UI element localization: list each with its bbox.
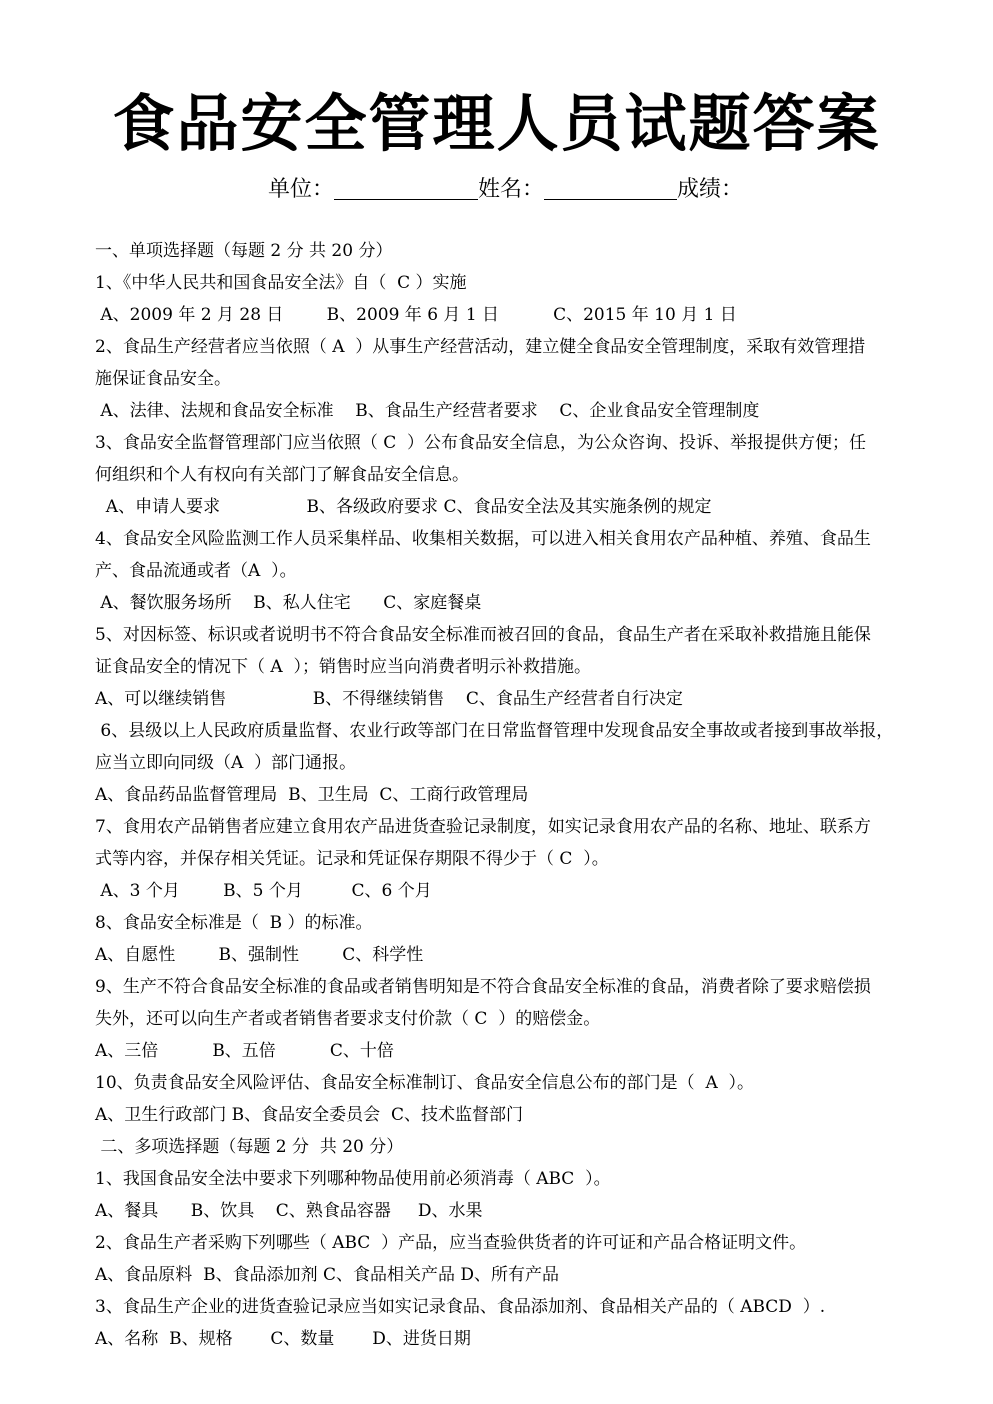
text-line: 1、《中华人民共和国食品安全法》自（ C ）实施 (95, 273, 467, 293)
text-line: 证食品安全的情况下（ A ）；销售时应当向消费者明示补救措施。 (95, 657, 591, 677)
text-line: 3、食品生产企业的进货查验记录应当如实记录食品、食品添加剂、食品相关产品的（ ABCD ）. (95, 1297, 826, 1317)
text-line: 2、食品生产者采购下列哪些（ ABC ）产品，应当查验供货者的许可证和产品合格证明文件。 (95, 1233, 807, 1253)
name-blank (544, 177, 677, 200)
text-line: 9、生产不符合食品安全标准的食品或者销售明知是不符合食品安全标准的食品，消费者除了要求赔偿损 (95, 977, 871, 997)
text-line: A、名称 B、规格 C、数量 D、进货日期 (95, 1329, 471, 1349)
text-line: A、三倍 B、五倍 C、十倍 (95, 1041, 394, 1061)
text-line: 应当立即向同级（A ）部门通报。 (95, 753, 357, 773)
name-label: 姓名： (478, 177, 545, 202)
page-title: 食品安全管理人员试题答案 (112, 87, 881, 160)
text-line: 8、食品安全标准是（ B ）的标准。 (95, 913, 373, 933)
text-line: A、法律、法规和食品安全标准 B、食品生产经营者要求 C、企业食品安全管理制度 (95, 401, 760, 421)
text-line: 何组织和个人有权向有关部门了解食品安全信息。 (95, 465, 469, 485)
score-label: 成绩： (677, 177, 744, 202)
exam-info-line (268, 175, 743, 205)
text-line: 7、食用农产品销售者应建立食用农产品进货查验记录制度，如实记录食用农产品的名称、地址、联系方 (95, 817, 871, 837)
text-line: 失外，还可以向生产者或者销售者要求支付价款（ C ）的赔偿金。 (95, 1009, 601, 1029)
text-line: A、申请人要求 B、各级政府要求 C、食品安全法及其实施条例的规定 (95, 497, 712, 517)
text-line: A、卫生行政部门 B、食品安全委员会 C、技术监督部门 (95, 1105, 523, 1125)
text-line: 2、食品生产经营者应当依照（ A ）从事生产经营活动，建立健全食品安全管理制度，采取有效管理措 (95, 337, 866, 357)
text-line: A、食品原料 B、食品添加剂 C、食品相关产品 D、所有产品 (95, 1265, 560, 1285)
text-line: 5、对因标签、标识或者说明书不符合食品安全标准而被召回的食品，食品生产者在采取补救措施且能保 (95, 625, 871, 645)
text-line: 1、我国食品安全法中要求下列哪种物品使用前必须消毒（ ABC ）。 (95, 1169, 611, 1189)
text-line: A、食品药品监督管理局 B、卫生局 C、工商行政管理局 (95, 785, 529, 805)
text-line: 一、单项选择题（每题 2 分 共 20 分） (95, 241, 393, 261)
text-line: 10、负责食品安全风险评估、食品安全标准制订、食品安全信息公布的部门是（ A ）。 (95, 1073, 755, 1093)
text-line: A、可以继续销售 B、不得继续销售 C、食品生产经营者自行决定 (95, 689, 683, 709)
text-line: A、2009 年 2 月 28 日 B、2009 年 6 月 1 日 C、2015 年 10 月 1 日 (95, 305, 737, 325)
text-line: 式等内容，并保存相关凭证。记录和凭证保存期限不得少于（ C ）。 (95, 849, 609, 869)
unit-blank (334, 177, 478, 200)
text-line: 6、县级以上人民政府质量监督、农业行政等部门在日常监督管理中发现食品安全事故或者接到事故举报， (95, 721, 894, 741)
text-line: A、餐饮服务场所 B、私人住宅 C、家庭餐桌 (95, 593, 482, 613)
text-line: A、自愿性 B、强制性 C、科学性 (95, 945, 424, 965)
text-line: 二、多项选择题（每题 2 分 共 20 分） (95, 1137, 404, 1157)
text-line: A、3 个月 B、5 个月 C、6 个月 (95, 881, 432, 901)
text-line: 3、食品安全监督管理部门应当依照（ C ）公布食品安全信息，为公众咨询、投诉、举报提供方便；任 (95, 433, 867, 453)
text-line: 产、食品流通或者（A ）。 (95, 561, 297, 581)
text-line: 施保证食品安全。 (95, 369, 231, 389)
unit-label: 单位： (268, 177, 335, 202)
text-line: A、餐具 B、饮具 C、熟食品容器 D、水果 (95, 1201, 483, 1221)
text-line: 4、食品安全风险监测工作人员采集样品、收集相关数据，可以进入相关食用农产品种植、养殖、食品生 (95, 529, 871, 549)
